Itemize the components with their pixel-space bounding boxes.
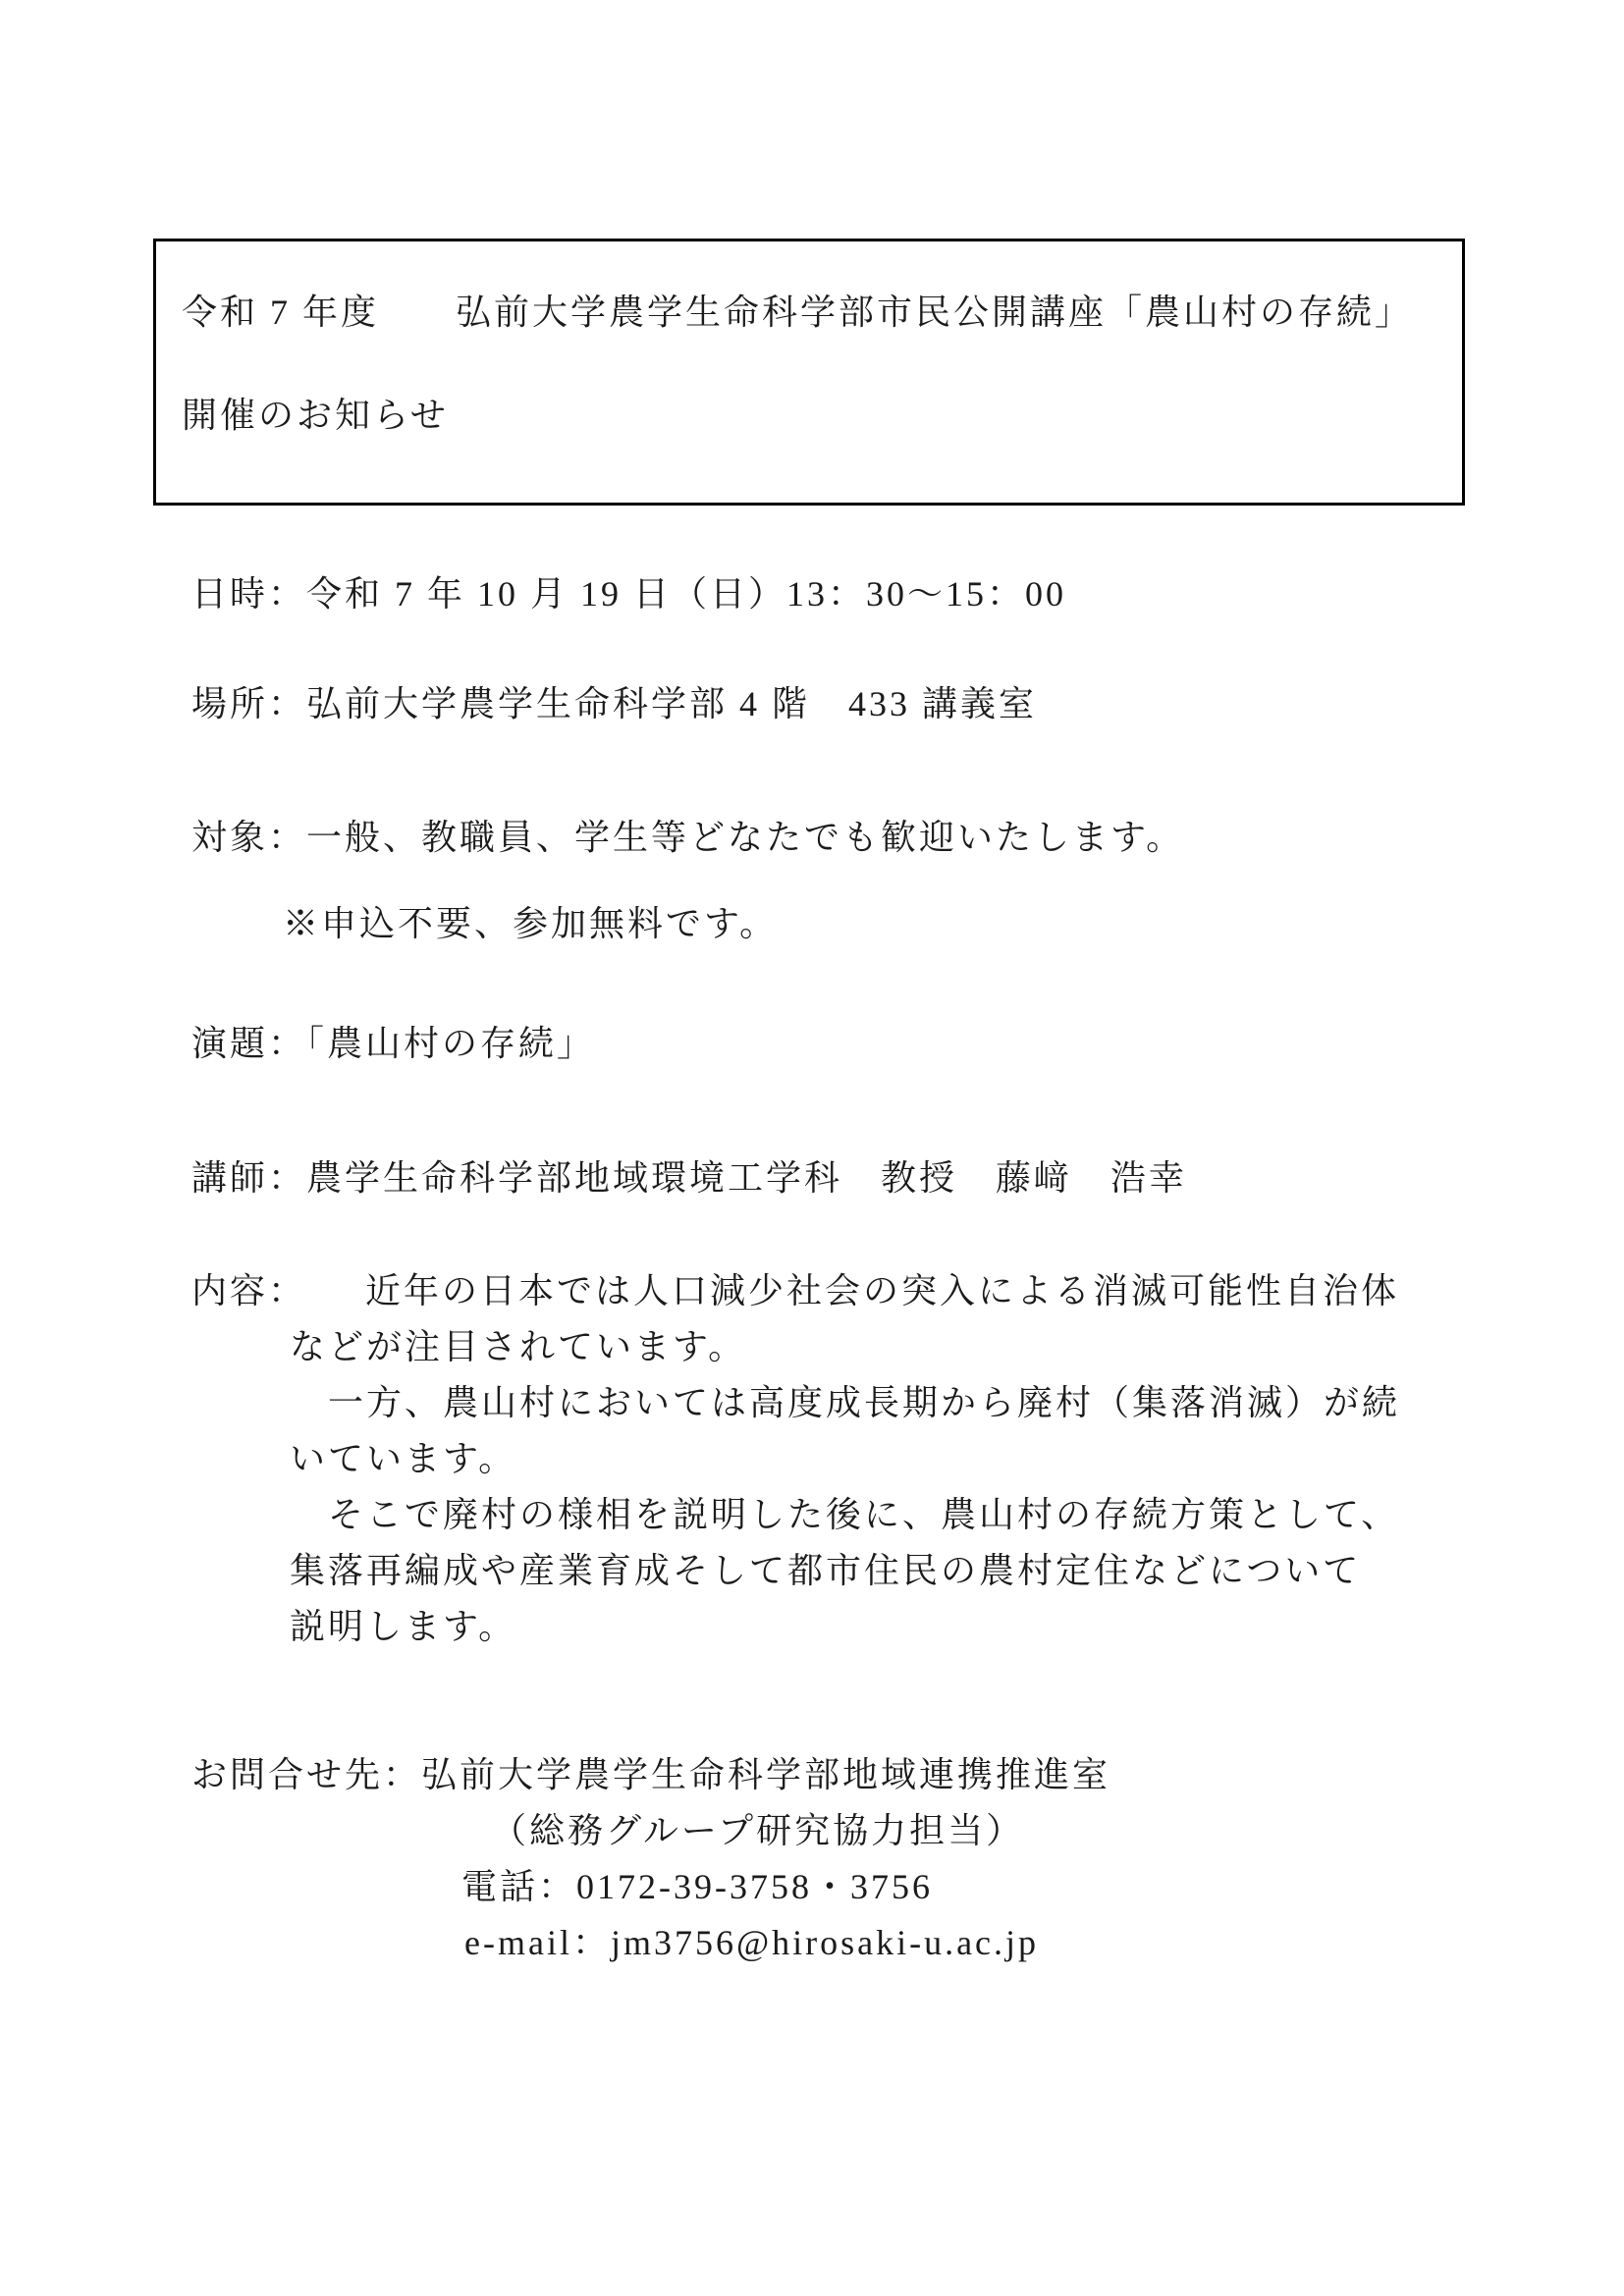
content-line: 集落再編成や産業育成そして都市住民の農村定住などについて bbox=[290, 1551, 1362, 1590]
event-audience: 対象：一般、教職員、学生等どなたでも歓迎いたします。 bbox=[191, 818, 1185, 857]
contact-group: （総務グループ研究協力担当） bbox=[491, 1811, 1025, 1850]
event-datetime: 日時：令和 7 年 10 月 19 日（日）13：30～15：00 bbox=[191, 574, 1067, 614]
content-line: いています。 bbox=[290, 1439, 517, 1478]
event-place: 場所：弘前大学農学生命科学部 4 階 433 講義室 bbox=[191, 684, 1038, 723]
content-line: 説明します。 bbox=[290, 1607, 517, 1646]
notice-title-line2: 開催のお知らせ bbox=[182, 396, 449, 435]
event-audience-note: ※申込不要、参加無料です。 bbox=[283, 904, 779, 943]
contact-phone: 電話：0172-39-3758・3756 bbox=[461, 1867, 933, 1906]
content-line: そこで廃村の様相を説明した後に、農山村の存続方策として、 bbox=[290, 1495, 1400, 1534]
notice-title-line1: 令和 7 年度 弘前大学農学生命科学部市民公開講座「農山村の存続」 bbox=[182, 293, 1414, 332]
lecture-topic: 演題：「農山村の存続」 bbox=[191, 1024, 596, 1063]
content-line: 内容： 近年の日本では人口減少社会の突入による消滅可能性自治体 bbox=[191, 1271, 1400, 1310]
content-line: 一方、農山村においては高度成長期から廃村（集落消滅）が続 bbox=[290, 1383, 1401, 1422]
notice-title-box bbox=[153, 239, 1465, 506]
contact-email: e-mail：jm3756@hirosaki-u.ac.jp bbox=[464, 1923, 1040, 1962]
lecturer-name: 講師：農学生命科学部地域環境工学科 教授 藤﨑 浩幸 bbox=[191, 1158, 1188, 1198]
contact-office: お問合せ先：弘前大学農学生命科学部地域連携推進室 bbox=[191, 1755, 1111, 1794]
content-line: などが注目されています。 bbox=[290, 1327, 747, 1366]
